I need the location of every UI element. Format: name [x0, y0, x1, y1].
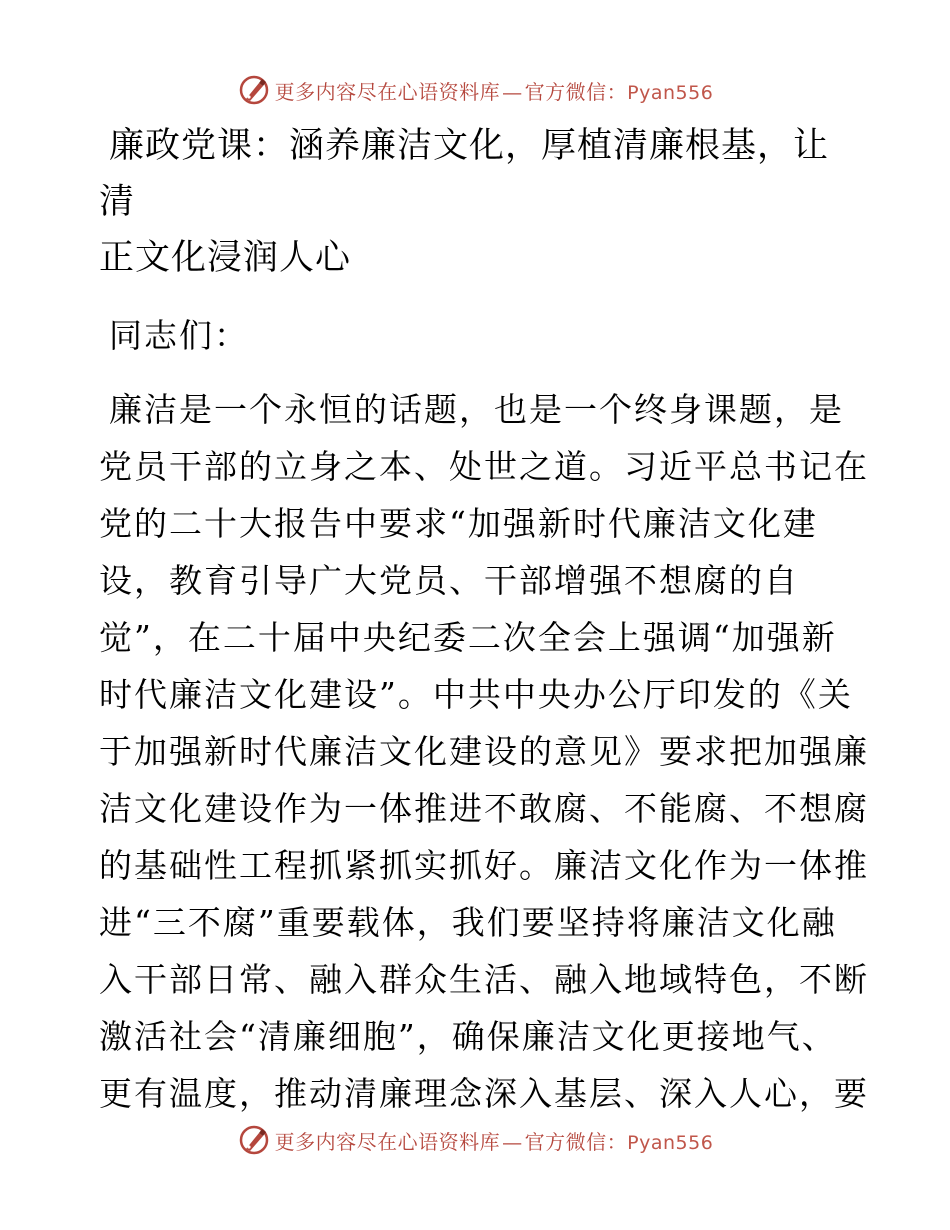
pen-logo-icon — [237, 1123, 271, 1157]
paragraph-line: 于加强新时代廉洁文化建设的意见》要求把加强廉 — [99, 732, 869, 771]
paragraph-line: 激活社会“清廉细胞”，确保廉洁文化更接地气、 — [99, 1017, 837, 1056]
title-line: 正文化浸润人心 — [99, 238, 352, 278]
body-paragraph — [99, 381, 869, 1122]
paragraph-line: 的基础性工程抓紧抓实抓好。廉洁文化作为一体推 — [99, 846, 869, 885]
paragraph-line: 党的二十大报告中要求“加强新时代廉洁文化建 — [99, 504, 818, 543]
paragraph-line: 党员干部的立身之本、处世之道。习近平总书记在 — [99, 447, 869, 486]
footer-watermark — [0, 1120, 950, 1160]
paragraph-line: 更有温度，推动清廉理念深入基层、深入人心，要 — [99, 1074, 869, 1113]
document-body — [99, 118, 869, 1122]
watermark-text: 更多内容尽在心语资料库 — 官方微信：Pyan556 — [274, 79, 714, 104]
document-title — [99, 118, 851, 286]
wechat-id: Pyan556 — [627, 81, 714, 104]
paragraph-line: 洁文化建设作为一体推进不敢腐、不能腐、不想腐 — [99, 789, 869, 828]
paragraph-line: 时代廉洁文化建设”。中共中央办公厅印发的《关 — [99, 675, 853, 714]
paragraph-line: 入干部日常、融入群众生活、融入地域特色，不断 — [99, 960, 869, 999]
paragraph-line: 进“三不腐”重要载体，我们要坚持将廉洁文化融 — [99, 903, 837, 942]
header-watermark — [0, 70, 950, 110]
salutation: 同志们： — [109, 316, 249, 355]
paragraph-line: 设，教育引导广大党员、干部增强不想腐的自 — [99, 561, 799, 600]
paragraph-line: 觉”，在二十届中央纪委二次全会上强调“加强新 — [99, 618, 837, 657]
wechat-id: Pyan556 — [627, 1131, 714, 1154]
watermark-text: 更多内容尽在心语资料库 — 官方微信：Pyan556 — [274, 1129, 714, 1154]
paragraph-line: 廉洁是一个永恒的话题，也是一个终身课题，是 — [109, 390, 844, 429]
pen-logo-icon — [237, 73, 271, 107]
title-line: 廉政党课：涵养廉洁文化，厚植清廉根基，让清 — [99, 126, 830, 222]
